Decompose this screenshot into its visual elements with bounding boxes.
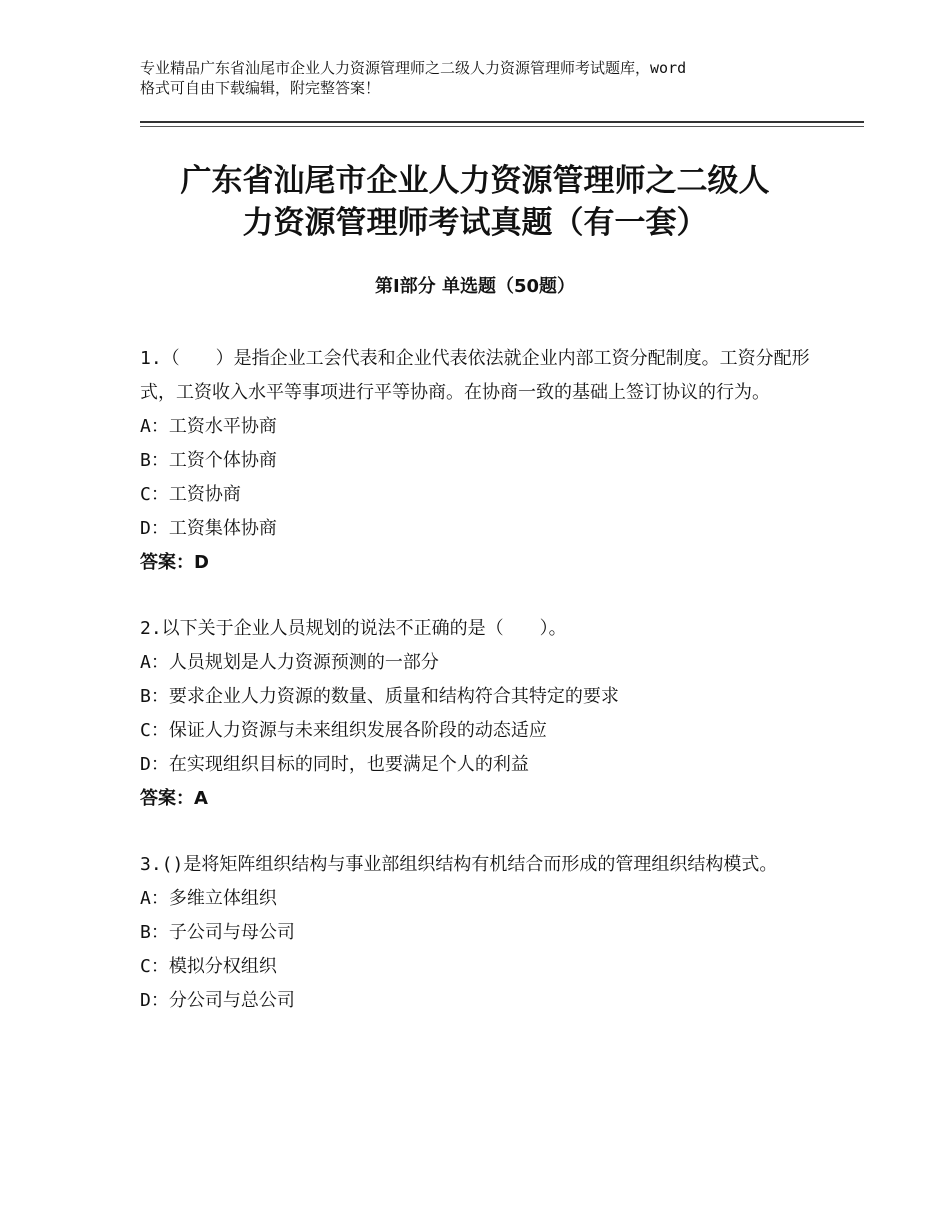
question-stem: 2.以下关于企业人员规划的说法不正确的是（ ）。 bbox=[140, 618, 567, 639]
question-option-b: B：要求企业人力资源的数量、质量和结构符合其特定的要求 bbox=[140, 686, 619, 707]
document-title bbox=[140, 160, 810, 244]
question-list bbox=[140, 342, 810, 1050]
question-2 bbox=[140, 612, 810, 816]
question-option-d: D：在实现组织目标的同时，也要满足个人的利益 bbox=[140, 754, 529, 775]
question-stem: 3.()是将矩阵组织结构与事业部组织结构有机结合而形成的管理组织结构模式。 bbox=[140, 854, 778, 875]
question-option-c: C：保证人力资源与未来组织发展各阶段的动态适应 bbox=[140, 720, 547, 741]
header-note bbox=[140, 58, 830, 98]
question-option-b: B：工资个体协商 bbox=[140, 450, 277, 471]
question-option-a: A：多维立体组织 bbox=[140, 888, 277, 909]
question-answer: 答案：D bbox=[140, 552, 209, 573]
header-note-line-1: 专业精品广东省汕尾市企业人力资源管理师之二级人力资源管理师考试题库，word bbox=[140, 59, 687, 77]
question-option-a: A：人员规划是人力资源预测的一部分 bbox=[140, 652, 439, 673]
document-title-line-2: 力资源管理师考试真题（有一套） bbox=[242, 205, 708, 241]
question-3 bbox=[140, 848, 810, 1018]
question-option-d: D：分公司与总公司 bbox=[140, 990, 295, 1011]
question-option-b: B：子公司与母公司 bbox=[140, 922, 295, 943]
question-option-c: C：模拟分权组织 bbox=[140, 956, 277, 977]
question-1 bbox=[140, 342, 810, 580]
question-option-d: D：工资集体协商 bbox=[140, 518, 277, 539]
document-title-line-1: 广东省汕尾市企业人力资源管理师之二级人 bbox=[180, 163, 770, 199]
question-answer: 答案：A bbox=[140, 788, 208, 809]
section-title: 第Ⅰ部分 单选题（50题） bbox=[374, 276, 575, 297]
header-rule-thin bbox=[140, 126, 864, 127]
question-option-c: C：工资协商 bbox=[140, 484, 241, 505]
header-note-line-2: 格式可自由下载编辑，附完整答案！ bbox=[140, 79, 381, 97]
question-option-a: A：工资水平协商 bbox=[140, 416, 277, 437]
header-rule-thick bbox=[140, 121, 864, 123]
question-stem: 1.（ ）是指企业工会代表和企业代表依法就企业内部工资分配制度。工资分配形式，工资收入水平等事项进行平等协商。在协商一致的基础上签订协议的行为。 bbox=[140, 348, 810, 403]
